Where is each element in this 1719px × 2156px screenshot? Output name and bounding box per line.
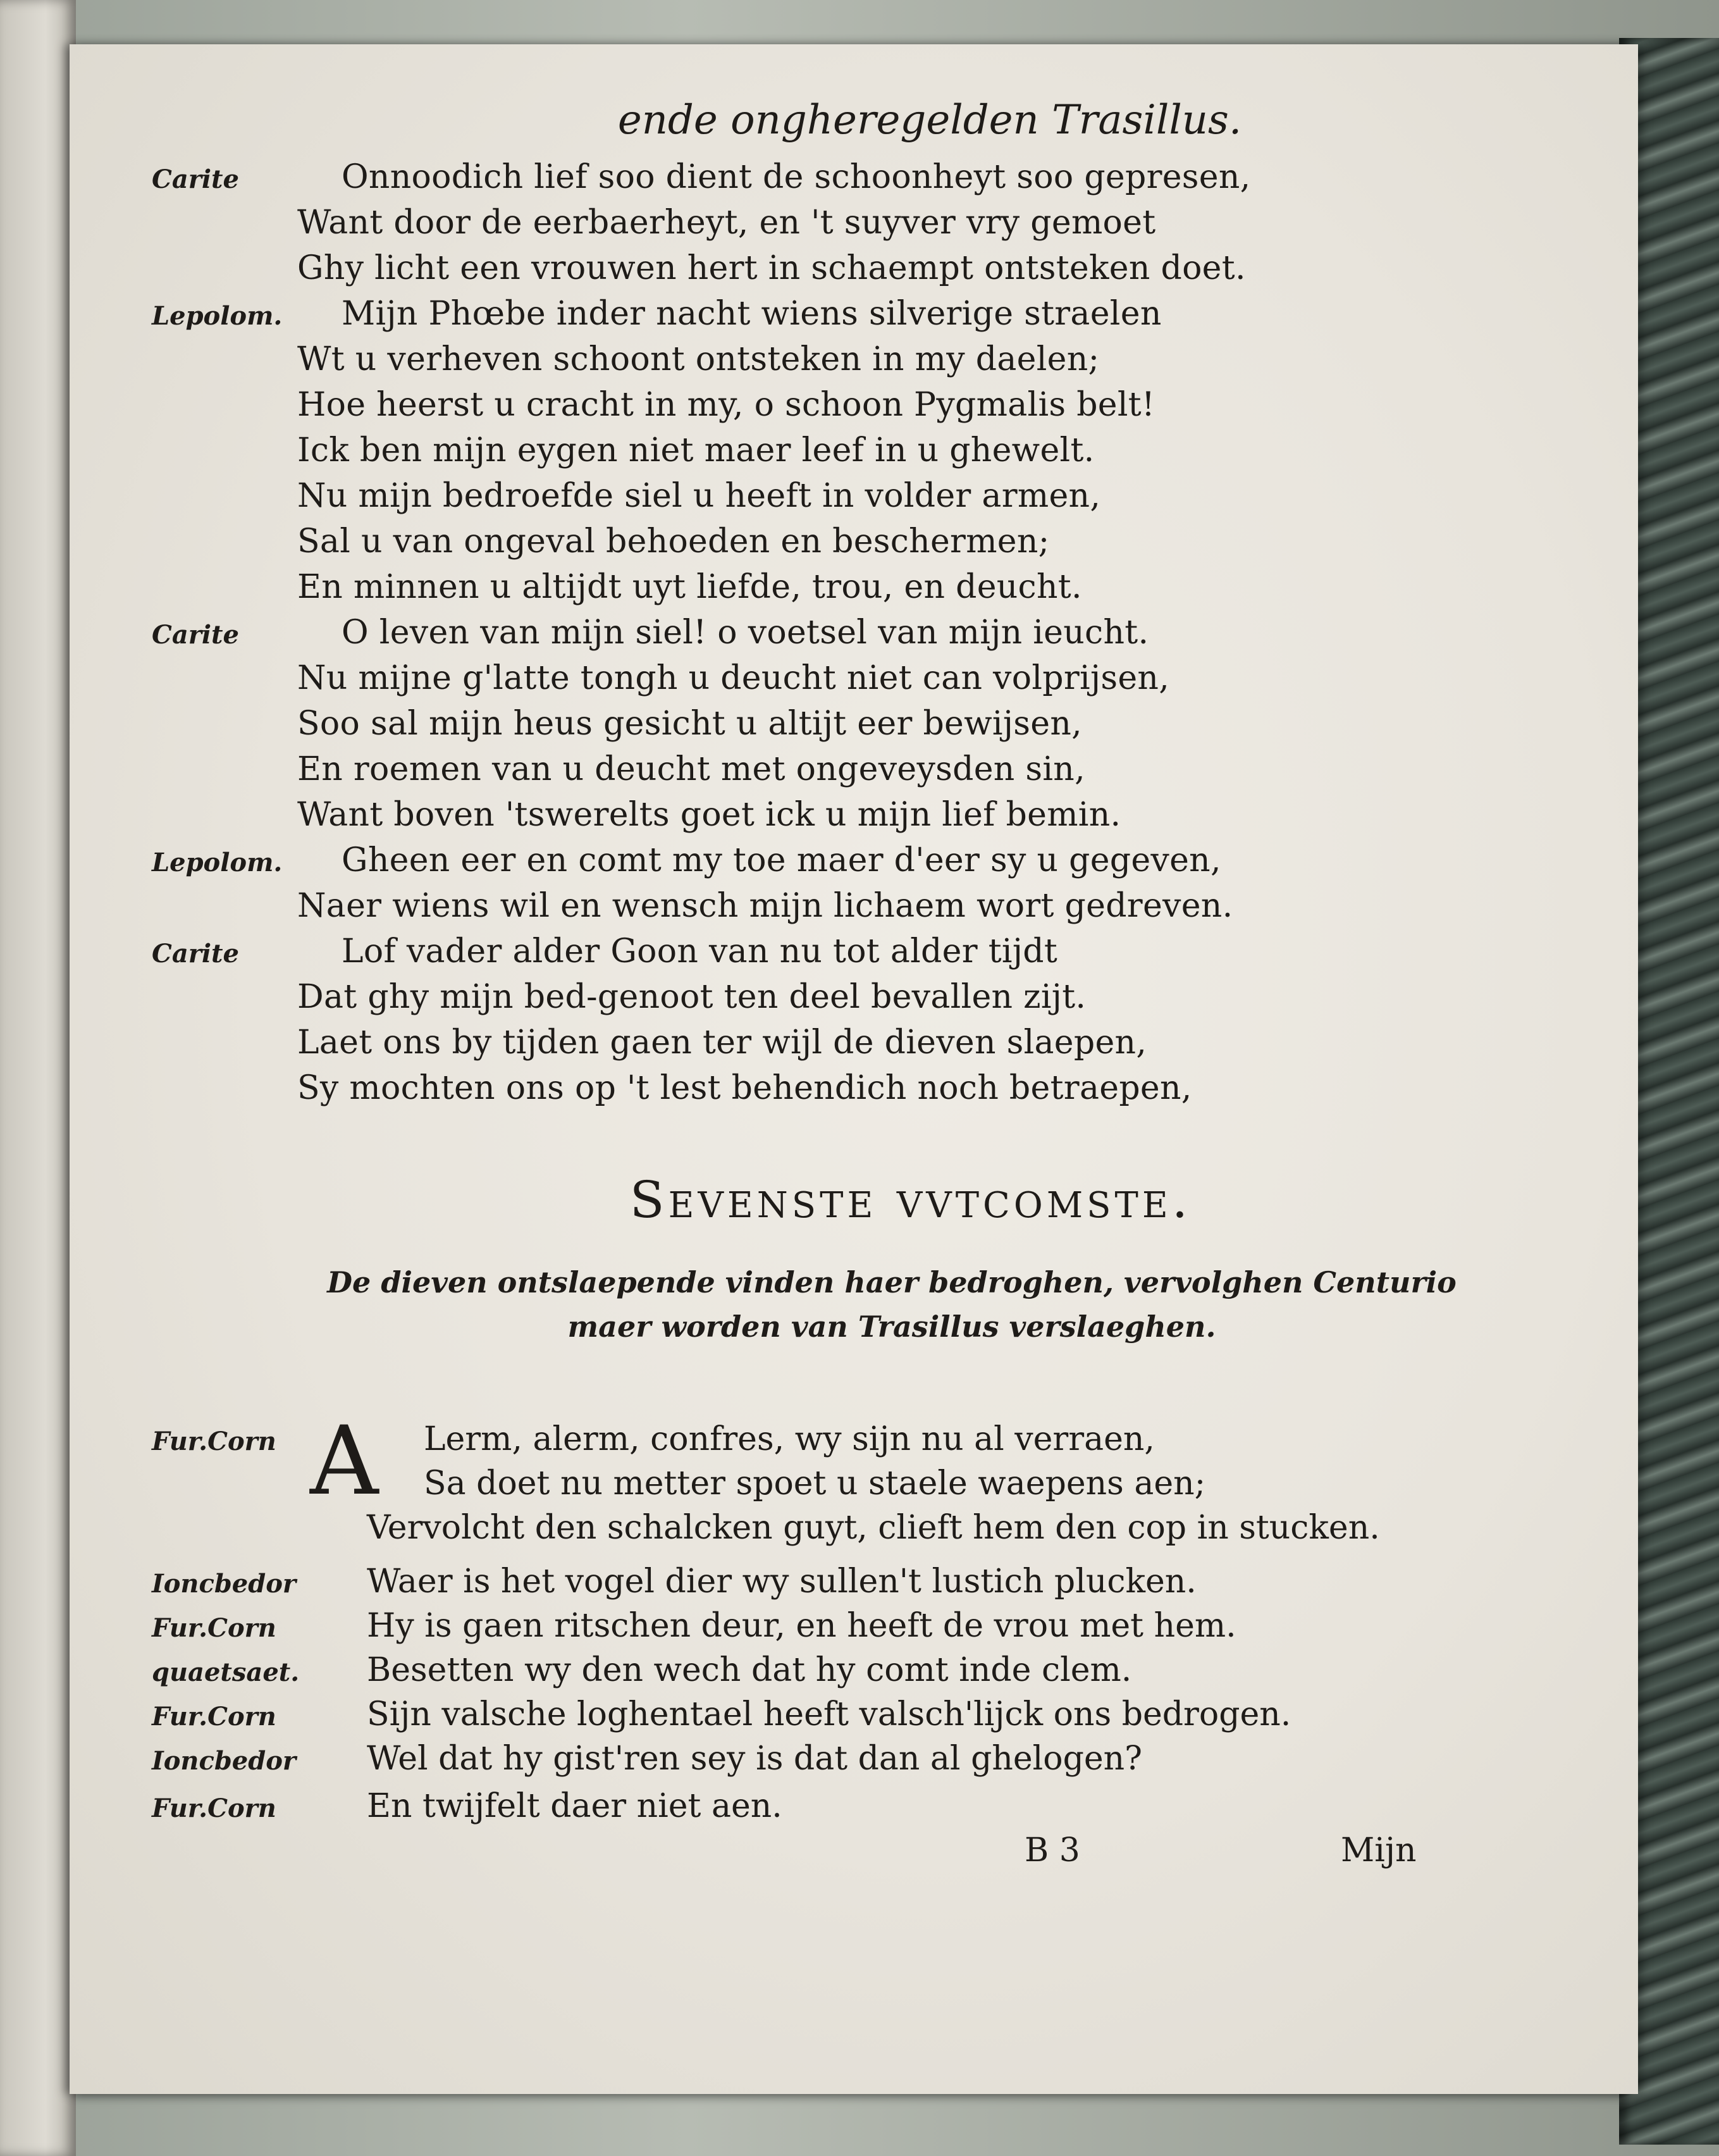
verse-line: Sal u van ongeval behoeden en beschermen; bbox=[297, 523, 1050, 561]
verse-line: Want boven 'tswerelts goet ick u mijn lief bemin. bbox=[297, 796, 1121, 834]
speaker-label: Carite bbox=[152, 939, 239, 969]
verse-line: Sa doet nu metter spoet u staele waepens aen; bbox=[424, 1465, 1206, 1502]
speaker-label: Carite bbox=[152, 620, 239, 650]
speaker-label: Fur.Corn bbox=[152, 1427, 276, 1456]
running-head: ende ongheregelden Trasillus. bbox=[617, 97, 1242, 144]
verse-line: Nu mijn bedroefde siel u heeft in volder armen, bbox=[297, 477, 1101, 515]
speaker-label: quaetsaet. bbox=[152, 1657, 300, 1687]
speaker-label: Fur.Corn bbox=[152, 1702, 276, 1732]
signature-mark: B 3 bbox=[1025, 1831, 1080, 1869]
speaker-label: Lepolom. bbox=[152, 301, 283, 331]
drop-cap-initial: A bbox=[310, 1406, 379, 1516]
catchword: Mijn bbox=[1341, 1831, 1417, 1869]
verse-line: Dat ghy mijn bed-genoot ten deel bevallen zijt. bbox=[297, 978, 1087, 1016]
verse-line: Soo sal mijn heus gesicht u altijt eer bewijsen, bbox=[297, 705, 1082, 743]
facing-page-edge bbox=[0, 0, 76, 2156]
verse-line: Gheen eer en comt my toe maer d'eer sy u gegeven, bbox=[342, 841, 1221, 879]
verse-line: Hy is gaen ritschen deur, en heeft de vrou met hem. bbox=[367, 1607, 1236, 1645]
summary-line-1: De dieven ontslaepende vinden haer bedroghen, vervolghen Centurio bbox=[327, 1265, 1457, 1299]
section-heading: Sevenste vvtcomste. bbox=[629, 1170, 1192, 1229]
verse-line: Mijn Phœbe inder nacht wiens silverige straelen bbox=[342, 295, 1162, 333]
verse-line: O leven van mijn siel! o voetsel van mijn ieucht. bbox=[342, 614, 1149, 652]
verse-line: Laet ons by tijden gaen ter wijl de dieven slaepen, bbox=[297, 1024, 1147, 1062]
verse-line: En minnen u altijdt uyt liefde, trou, en deucht. bbox=[297, 568, 1082, 606]
verse-line: Sy mochten ons op 't lest behendich noch betraepen, bbox=[297, 1069, 1192, 1107]
verse-line: Ghy licht een vrouwen hert in schaempt ontsteken doet. bbox=[297, 249, 1246, 287]
speaker-label: Ioncbedor bbox=[152, 1746, 296, 1776]
verse-line: Nu mijne g'latte tongh u deucht niet can volprijsen, bbox=[297, 659, 1170, 697]
verse-line: Sijn valsche loghentael heeft valsch'lijck ons bedrogen. bbox=[367, 1695, 1291, 1733]
speaker-label: Fur.Corn bbox=[152, 1794, 276, 1823]
verse-line: Naer wiens wil en wensch mijn lichaem wort gedreven. bbox=[297, 887, 1233, 925]
verse-line: Wt u verheven schoont ontsteken in my daelen; bbox=[297, 340, 1100, 378]
verse-line: Onnoodich lief soo dient de schoonheyt soo gepresen, bbox=[342, 158, 1251, 196]
verse-line: Besetten wy den wech dat hy comt inde clem. bbox=[367, 1651, 1132, 1689]
speaker-label: Lepolom. bbox=[152, 848, 283, 877]
speaker-label: Fur.Corn bbox=[152, 1613, 276, 1643]
verse-line: Want door de eerbaerheyt, en 't suyver vry gemoet bbox=[297, 204, 1156, 242]
verse-line: Ick ben mijn eygen niet maer leef in u ghewelt. bbox=[297, 431, 1095, 469]
verse-line: En roemen van u deucht met ongeveysden sin, bbox=[297, 750, 1085, 788]
book-page bbox=[70, 44, 1638, 2094]
verse-line: Lof vader alder Goon van nu tot alder tijdt bbox=[342, 932, 1058, 970]
speaker-label: Carite bbox=[152, 164, 239, 194]
verse-line: En twijfelt daer niet aen. bbox=[367, 1787, 782, 1825]
verse-line: Wel dat hy gist'ren sey is dat dan al ghelogen? bbox=[367, 1740, 1143, 1778]
summary-line-2: maer worden van Trasillus verslaeghen. bbox=[567, 1310, 1216, 1344]
verse-line: Lerm, alerm, confres, wy sijn nu al verraen, bbox=[424, 1420, 1155, 1458]
verse-line: Hoe heerst u cracht in my, o schoon Pygmalis belt! bbox=[297, 386, 1155, 424]
speaker-label: Ioncbedor bbox=[152, 1569, 296, 1599]
verse-line: Waer is het vogel dier wy sullen't lustich plucken. bbox=[367, 1563, 1197, 1601]
verse-line: Vervolcht den schalcken guyt, clieft hem den cop in stucken. bbox=[367, 1509, 1380, 1547]
